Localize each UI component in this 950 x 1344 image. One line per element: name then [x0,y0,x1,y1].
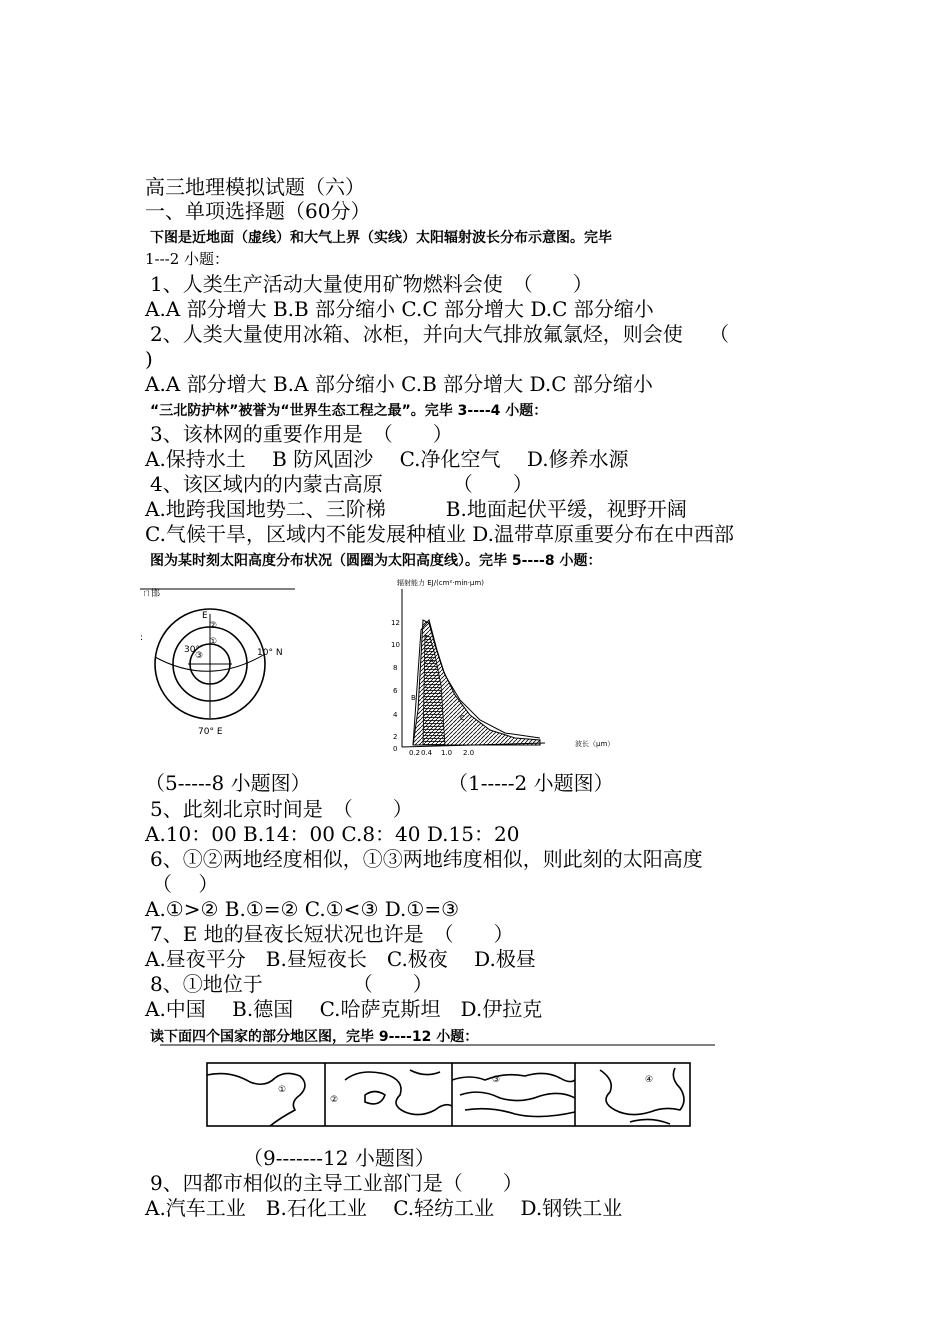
question-2: 2、人类大量使用冰箱、冰柜，并向大气排放氟氯烃，则会使 （ [150,322,730,346]
svg-text:10: 10 [391,641,400,649]
page-title: 高三地理模拟试题（六） [145,175,365,199]
svg-text:2: 2 [393,733,398,741]
question-1: 1、人类生产活动大量使用矿物燃料会使 （ ） [150,272,593,296]
intro-9-12: 读下面四个国家的部分地区图，完毕 9----12 小题： [150,1029,479,1045]
svg-text:12: 12 [391,619,400,627]
question-5: 5、此刻北京时间是 （ ） [150,797,413,821]
question-3: 3、该林网的重要作用是 （ ） [150,422,453,446]
label-latitude: 10° N [257,648,283,658]
question-6-options: A.①>② B.①=② C.①<③ D.①=③ [145,897,460,921]
map-panel-1 [207,1073,305,1126]
svg-text:8: 8 [393,664,398,672]
polar-sun-altitude-figure [140,582,300,742]
map-label-1: ① [278,1085,287,1095]
spectrum-ylabel: 辐射能力 EJ/(cm²·min·μm) [397,579,484,587]
label-e-bottom: 70° E [198,727,223,737]
intro-5-8: 图为某时刻太阳高度分布状况（圆圈为太阳高度线）。完毕 5----8 小题： [150,553,602,569]
question-9: 9、四都市相似的主导工业部门是（ ） [150,1171,523,1195]
label-1: ① [209,637,218,647]
map-panel-4 [600,1068,684,1124]
label-2: ② [209,621,218,631]
polar-top-left-label: ㄇ邯 [142,589,161,599]
map-label-2: ② [330,1095,339,1105]
label-3: ③ [195,651,204,661]
svg-text:0.4: 0.4 [421,749,433,757]
intro-3-4: “三北防护林”被誉为“世界生态工程之最”。完毕 3----4 小题： [150,403,548,419]
question-9-options: A.汽车工业 B.石化工业 C.轻纺工业 D.钢铁工业 [145,1196,623,1220]
question-2-cont: ) [145,347,153,371]
four-maps-figure [160,1040,720,1140]
caption-1-2: （1-----2 小题图） [448,771,614,795]
caption-5-8: （5-----8 小题图） [145,771,311,795]
svg-text:0.2: 0.2 [409,749,421,757]
intro-1-2: 下图是近地面（虚线）和大气上界（实线）太阳辐射波长分布示意图。完毕 [150,230,612,246]
question-6-cont: （ ） [152,872,219,896]
svg-text:6: 6 [393,687,398,695]
svg-text::: : [140,633,144,643]
question-7: 7、E 地的昼夜长短状况也许是 （ ） [150,922,514,946]
question-2-options: A.A 部分增大 B.A 部分缩小 C.B 部分增大 D.C 部分缩小 [145,372,653,396]
svg-text:1.0: 1.0 [441,749,453,757]
region-b: B [411,694,416,702]
spectrum-x-ticks [409,749,474,757]
question-6: 6、①②两地经度相似，①③两地纬度相似，则此刻的太阳高度 [150,847,703,871]
svg-text:2.0: 2.0 [463,749,475,757]
intro-1-2-cont: 1---2 小题： [145,250,230,268]
label-e-top: E [202,611,208,621]
svg-text:0: 0 [393,745,398,753]
region-c: C [460,714,465,722]
solar-spectrum-figure [385,575,625,760]
map-label-3: ③ [492,1075,501,1085]
spectrum-y-ticks [391,619,400,753]
question-4: 4、该区域内的内蒙古高原 （ ） [150,472,533,496]
question-5-options: A.10：00 B.14：00 C.8：40 D.15：20 [145,822,520,846]
question-7-options: A.昼夜平分 B.昼短夜长 C.极夜 D.极昼 [145,947,536,971]
question-4-options-b: C.气候干旱，区域内不能发展种植业 D.温带草原重要分布在中西部 [145,522,734,546]
question-3-options: A.保持水土 B 防风固沙 C.净化空气 D.修养水源 [145,447,629,471]
question-8: 8、①地位于 （ ） [150,972,433,996]
svg-text:4: 4 [393,711,398,719]
question-1-options: A.A 部分增大 B.B 部分缩小 C.C 部分增大 D.C 部分缩小 [145,297,654,321]
map-panel-2 [330,1070,452,1115]
question-8-options: A.中国 B.德国 C.哈萨克斯坦 D.伊拉克 [145,997,543,1021]
region-a: A [429,657,434,665]
label-30: 30° [184,645,200,655]
spectrum-xlabel: 波长（μm） [575,740,615,748]
caption-9-12: （9-------12 小题图） [243,1146,435,1170]
question-4-options-a: A.地跨我国地势二、三阶梯 B.地面起伏平缓，视野开阔 [145,497,687,521]
map-label-4: ④ [645,1075,654,1085]
map-panel-3 [452,1073,575,1116]
section-heading: 一、单项选择题（60分） [145,199,371,223]
